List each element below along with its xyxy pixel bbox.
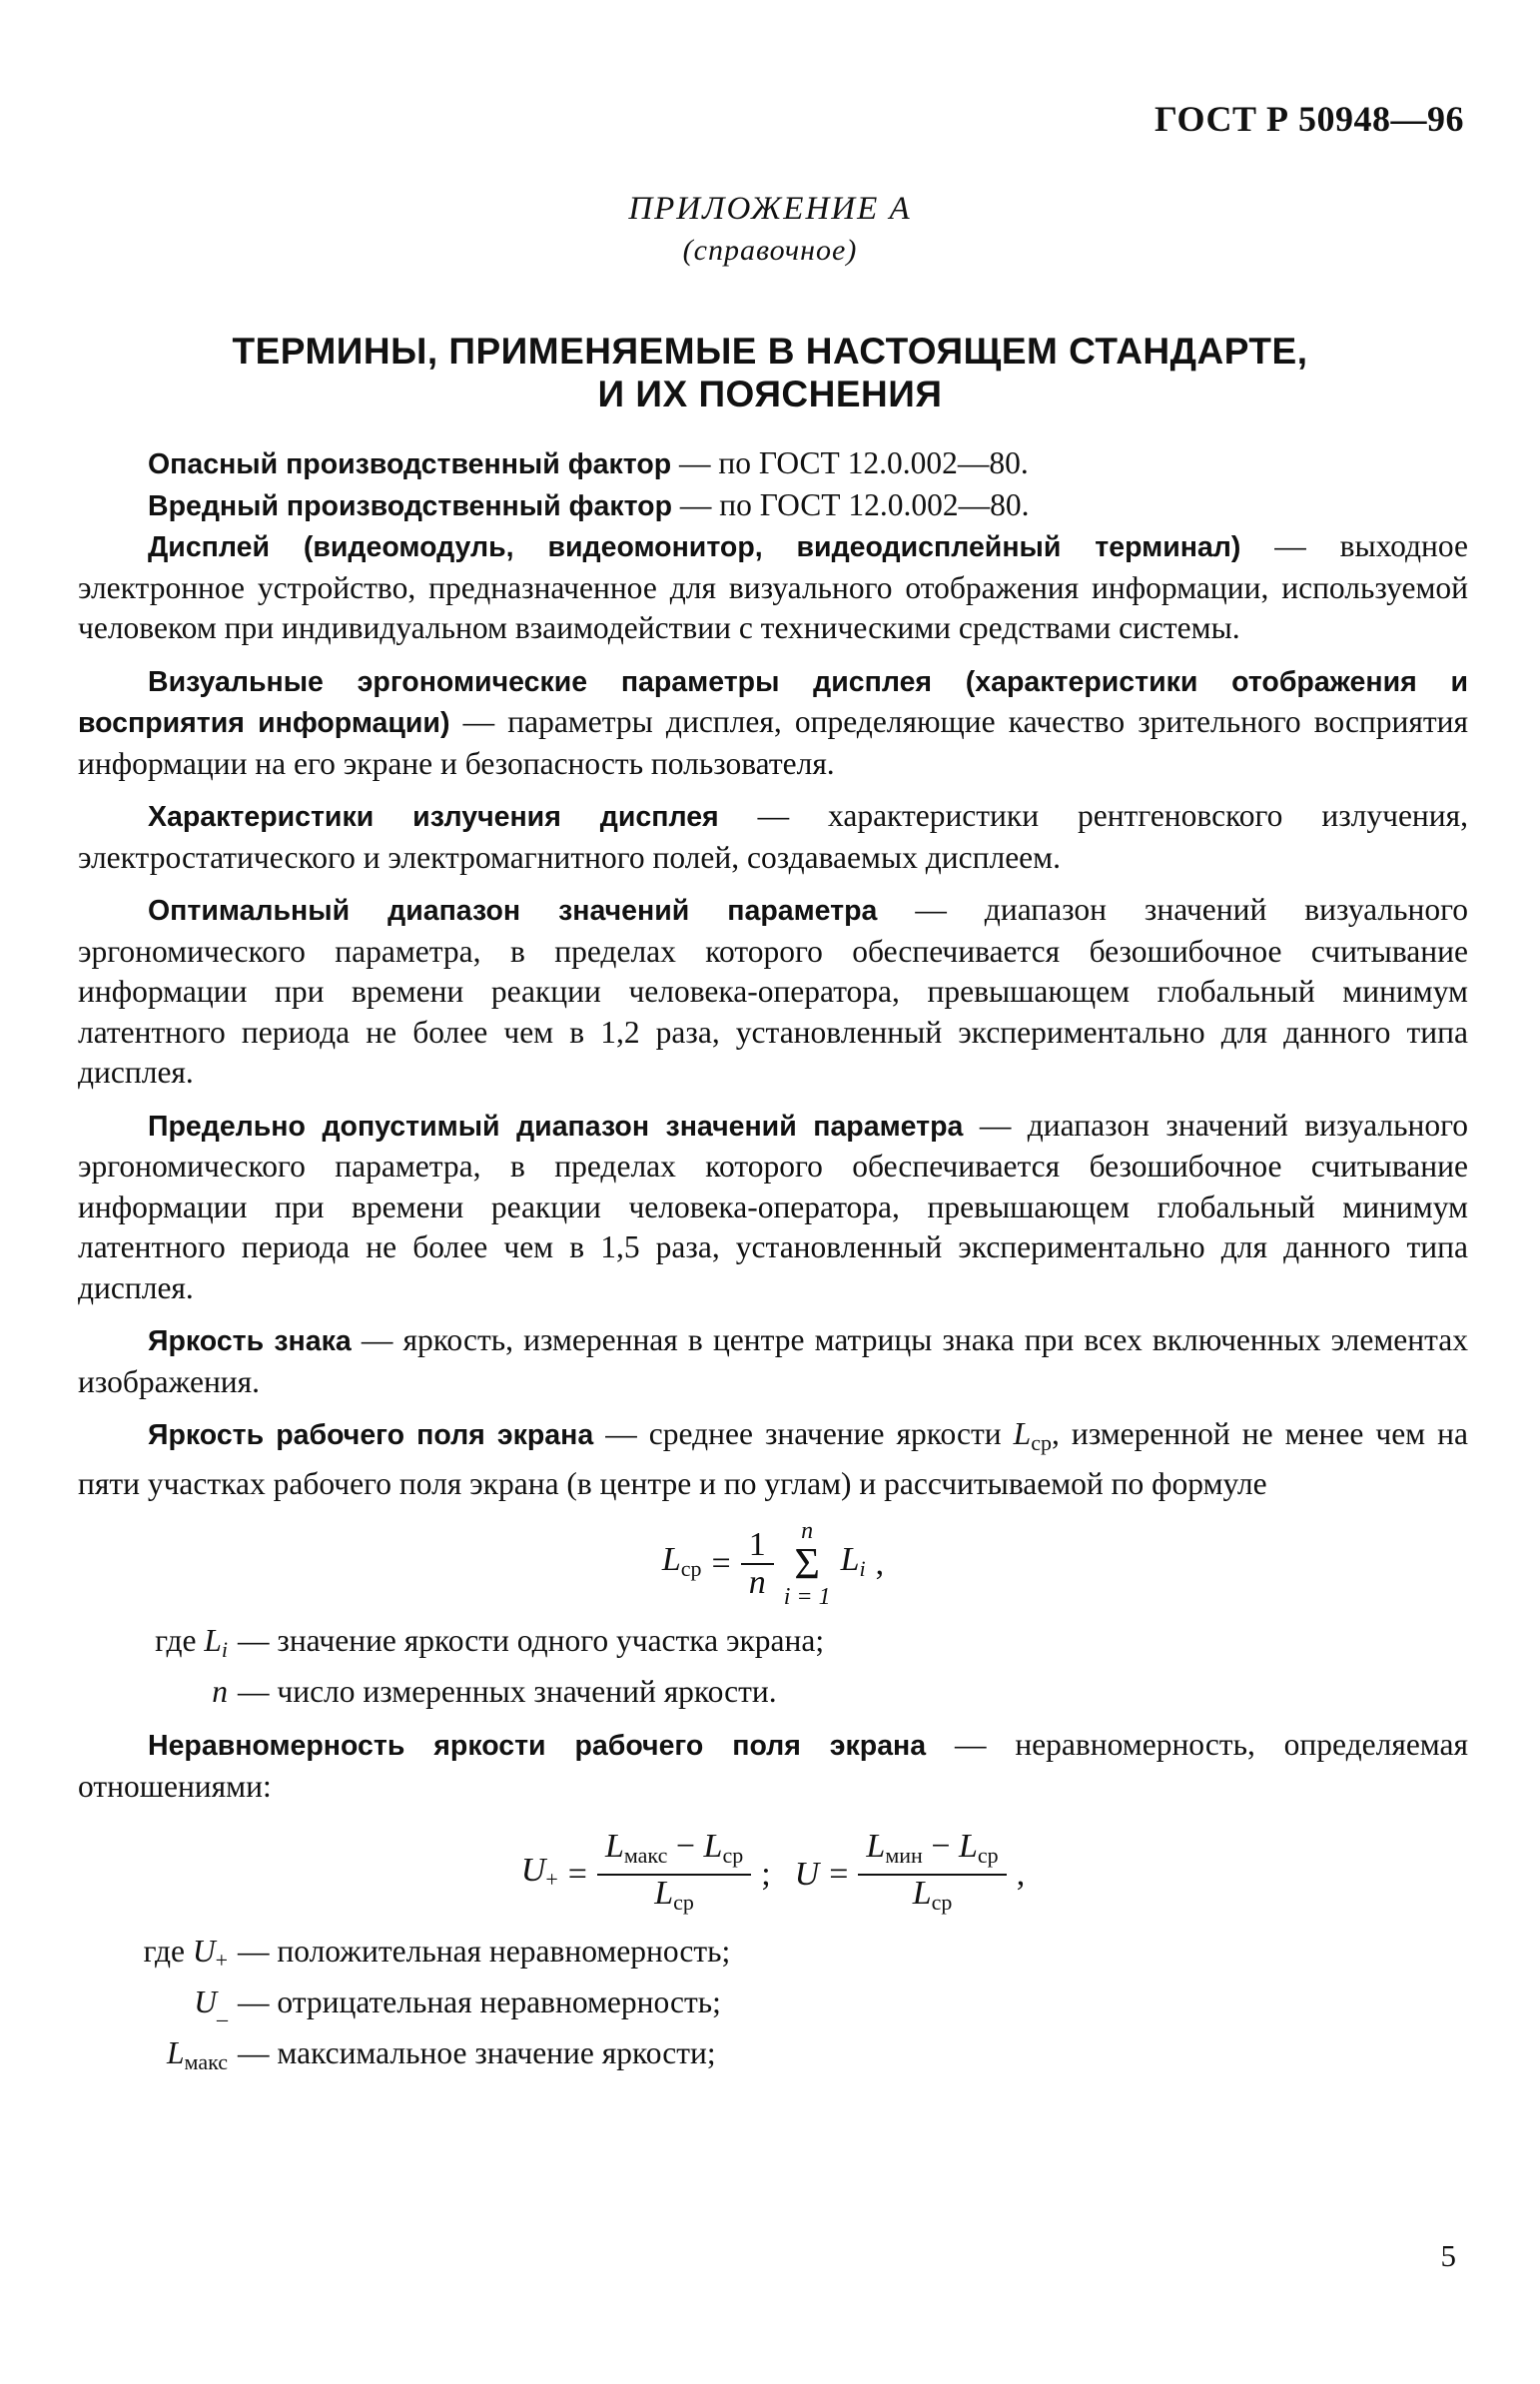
symbol-subscript: ср	[722, 1843, 744, 1868]
symbol: L	[866, 1828, 886, 1865]
term-name: Дисплей (видеомодуль, видеомонитор, видеодисплейный терминал)	[148, 531, 1241, 563]
symbol: U	[194, 1985, 217, 2019]
sum-lower-limit: i = 1	[783, 1584, 831, 1610]
equals-sign: =	[567, 1856, 587, 1893]
symbol-subscript: +	[545, 1866, 558, 1892]
term-definition: — выходное электронное устройство, предназначенное для визуального отображения информации, используемой человеком при индивидуальном взаимодействии с техническими средствами системы.	[78, 528, 1469, 645]
symbol: n	[212, 1674, 228, 1709]
fraction	[597, 1829, 751, 1921]
formula-definitions	[78, 1620, 1468, 1713]
symbol: L	[703, 1828, 723, 1865]
term-definition: — неравномерность, определяемая отношениями:	[78, 1727, 1468, 1804]
minus-sign: −	[931, 1828, 951, 1865]
term-name: Визуальные эргономические параметры дисплея (характеристики отображения и восприятия информации)	[78, 665, 1468, 739]
symbol: L	[604, 1828, 624, 1865]
where-word: где	[155, 1623, 197, 1658]
definition-text: — положительная неравномерность;	[238, 1934, 731, 1969]
symbol-subscript: ср	[1031, 1430, 1052, 1455]
symbol-subscript: i	[859, 1555, 866, 1581]
fraction	[741, 1527, 774, 1601]
term-name: Оптимальный диапазон значений параметра	[148, 895, 878, 927]
symbol-subscript: ср	[680, 1555, 702, 1581]
symbol: L	[654, 1875, 674, 1912]
formula-lhs	[521, 1851, 558, 1900]
fraction-numerator	[597, 1829, 751, 1876]
formula-term	[841, 1540, 866, 1589]
equals-sign: =	[711, 1545, 731, 1582]
term-definition-part: — среднее значение яркости	[593, 1416, 1014, 1451]
formula-end: ,	[875, 1545, 885, 1582]
definition-lead	[78, 1620, 238, 1671]
where-word: где	[143, 1934, 185, 1969]
term-name: Характеристики излучения дисплея	[148, 801, 719, 833]
annex-label: ПРИЛОЖЕНИЕ А	[628, 191, 912, 227]
term-name: Вредный производственный фактор	[148, 489, 672, 522]
symbol: L	[1013, 1416, 1032, 1451]
symbol-subscript: _	[217, 1998, 228, 2023]
definition-row	[78, 1620, 1468, 1671]
symbol-subscript: мин	[885, 1843, 923, 1868]
term-entry	[78, 661, 1468, 785]
symbol: U	[520, 1851, 546, 1889]
symbol-subscript: ср	[977, 1843, 999, 1868]
definition-lead	[78, 2032, 238, 2083]
term-entry	[78, 485, 1468, 527]
formula-end: ,	[1016, 1856, 1026, 1893]
definition-row	[78, 1931, 1468, 1982]
symbol: U	[192, 1934, 216, 1969]
term-entry	[78, 1320, 1468, 1402]
annex-heading	[0, 188, 1540, 272]
term-entry	[78, 526, 1468, 649]
term-definition-part: , измеренной не менее чем на пяти участках рабочего поля экрана (в центре и по углам) и рассчитываемой по формуле	[78, 1416, 1468, 1501]
mean-luminance-formula	[78, 1518, 1468, 1610]
nonuniformity-formula	[78, 1829, 1468, 1921]
definition-text: — значение яркости одного участка экрана;	[238, 1623, 825, 1658]
symbol-subscript: +	[215, 1948, 228, 1973]
definition-row	[78, 2032, 1468, 2083]
term-definition: — параметры дисплея, определяющие качество зрительного восприятия информации на его экране и безопасность пользователя.	[78, 704, 1468, 781]
section-title	[0, 330, 1540, 415]
symbol-subscript: макс	[623, 1843, 668, 1868]
sum-upper-limit: n	[801, 1518, 814, 1544]
term-name: Предельно допустимый диапазон значений параметра	[148, 1110, 964, 1143]
fraction-denominator: n	[748, 1564, 766, 1601]
page-number: 5	[1440, 2238, 1456, 2273]
section-title-line-2: И ИХ ПОЯСНЕНИЯ	[597, 374, 943, 414]
definition-text: — максимальное значение яркости;	[238, 2035, 716, 2070]
formula-row	[521, 1829, 1025, 1921]
definition-lead	[78, 1931, 238, 1982]
symbol-subscript: ср	[673, 1890, 694, 1915]
term-name: Яркость рабочего поля экрана	[148, 1419, 594, 1451]
term-entry	[78, 1414, 1468, 1504]
fraction	[858, 1829, 1006, 1921]
symbol: L	[661, 1540, 681, 1578]
symbol: U	[794, 1856, 820, 1893]
formula-row	[662, 1518, 884, 1610]
symbol: L	[204, 1623, 222, 1658]
definition-lead	[78, 1671, 238, 1713]
equals-sign: =	[829, 1856, 849, 1893]
definition-row	[78, 1982, 1468, 2032]
section-title-line-1: ТЕРМИНЫ, ПРИМЕНЯЕМЫЕ В НАСТОЯЩЕМ СТАНДАРТЕ,	[232, 331, 1308, 372]
term-name: Яркость знака	[148, 1325, 352, 1357]
term-definition: — характеристики рентгеновского излучения, электростатического и электромагнитного полей, создаваемых дисплеем.	[78, 798, 1469, 875]
term-name: Неравномерность яркости рабочего поля экрана	[148, 1730, 927, 1762]
symbol-subscript: ср	[931, 1890, 953, 1915]
term-entry	[78, 796, 1468, 878]
symbol: L	[912, 1875, 932, 1912]
fraction-denominator	[905, 1876, 961, 1921]
formula-definitions	[78, 1931, 1468, 2083]
term-definition: — по ГОСТ 12.0.002—80.	[672, 486, 1030, 522]
definition-text: — отрицательная неравномерность;	[238, 1985, 721, 2019]
term-entry	[78, 890, 1468, 1094]
term-name: Опасный производственный фактор	[148, 448, 672, 480]
fraction-numerator	[858, 1829, 1006, 1876]
standard-code: ГОСТ Р 50948—96	[1155, 99, 1464, 139]
term-entry	[78, 443, 1468, 485]
symbol: L	[840, 1540, 860, 1578]
term-entry	[78, 1725, 1468, 1807]
symbol: L	[167, 2035, 185, 2070]
minus-sign: −	[675, 1828, 696, 1865]
term-definition: — диапазон значений визуального эргономического параметра, в пределах которого обеспечивается безошибочное считывание информации при времени реакции человека-оператора, превышающем глобальный минимум латентного периода не более чем в 1,5 раза, установленный экспериментально для данного типа дисплея.	[78, 1107, 1468, 1305]
sigma-symbol: Σ	[794, 1539, 820, 1588]
term-definition: — яркость, измеренная в центре матрицы знака при всех включенных элементах изображения.	[78, 1322, 1468, 1399]
definition-lead	[78, 1982, 238, 2032]
definition-text: — число измеренных значений яркости.	[238, 1674, 777, 1709]
fraction-denominator	[646, 1876, 702, 1921]
term-entry	[78, 1106, 1468, 1309]
document-body	[78, 443, 1468, 2083]
definition-row	[78, 1671, 1468, 1713]
fraction-numerator: 1	[741, 1527, 774, 1565]
symbol-subscript: макс	[184, 2049, 228, 2074]
formula-lhs	[662, 1540, 702, 1589]
separator: ;	[761, 1856, 771, 1893]
term-definition: — по ГОСТ 12.0.002—80.	[671, 445, 1029, 480]
symbol: L	[959, 1828, 978, 1865]
term-definition: — диапазон значений визуального эргономического параметра, в пределах которого обеспечивается безошибочное считывание информации при времени реакции человека-оператора, превышающем глобальный минимум латентного периода не более чем в 1,2 раза, установленный экспериментально для данного типа дисплея.	[78, 892, 1468, 1090]
symbol-subscript: i	[221, 1637, 228, 1662]
annex-status: (справочное)	[682, 234, 858, 267]
summation	[784, 1518, 831, 1610]
